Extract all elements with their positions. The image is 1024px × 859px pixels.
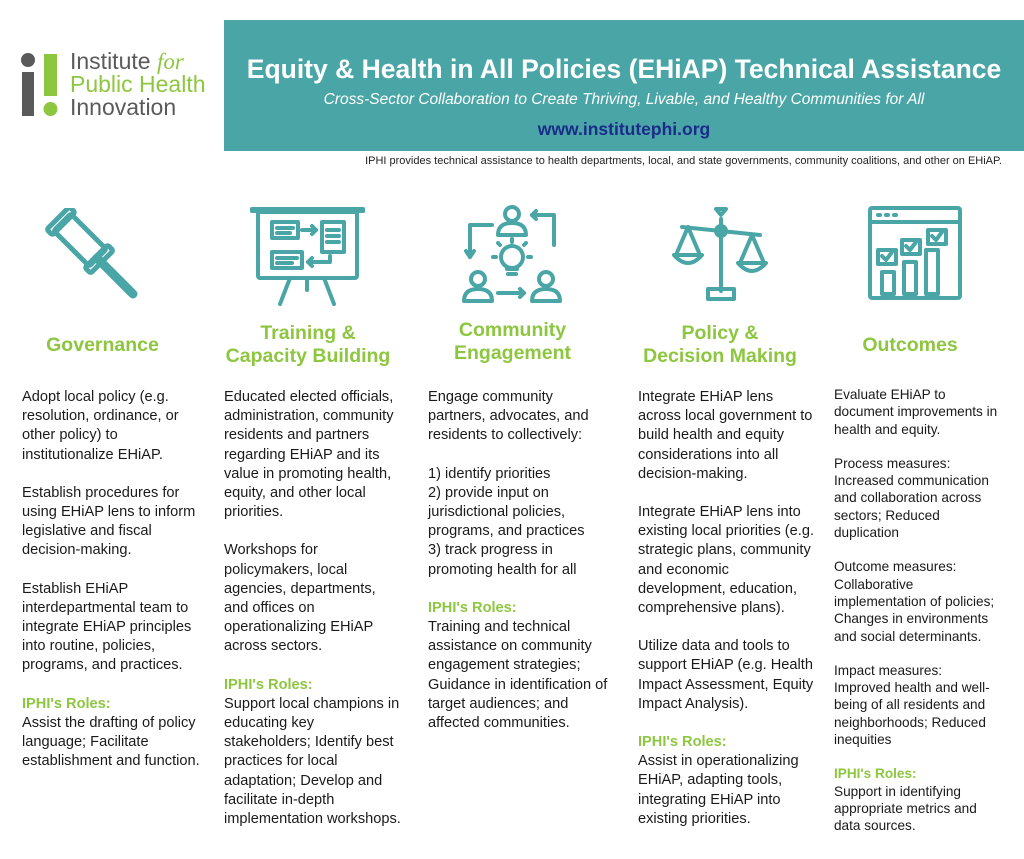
training-title-line1: Training & (260, 322, 356, 344)
outcomes-outcome: Collaborative implementation of policies; Changes in environments and social determinants. (834, 576, 995, 644)
outcomes-impact-label: Impact measures: (834, 662, 943, 678)
logo-for: for (156, 49, 184, 74)
outcomes-roles-label: IPHI's Roles: (834, 766, 917, 782)
policy-p1: Integrate EHiAP lens across local government to build health and equity considerations into all decision-making. (638, 389, 813, 482)
governance-p3: Establish EHiAP interdepartmental team to integrate EHiAP principles into routine, policies, programs, and practices. (22, 580, 192, 674)
intro-text: IPHI provides technical assistance to health departments, local, and state governments, community coalitions, and other on EHiAP. (365, 155, 1002, 167)
governance-roles: Assist the drafting of policy language; Facilitate establishment and function. (22, 714, 200, 770)
community-title (425, 319, 600, 365)
training-p2: Workshops for policymakers, local agencies, departments, and offices on operationalizing EHiAP across sectors. (224, 542, 376, 655)
policy-roles: Assist in operationalizing EHiAP, adapting tools, integrating EHiAP into existing priorities. (638, 753, 799, 827)
community-title-line1: Community (458, 319, 567, 341)
outcomes-body (834, 386, 1006, 835)
community-engagement-icon (462, 205, 562, 305)
outcomes-title (830, 334, 990, 357)
outcomes-p1: Evaluate EHiAP to document improvements in health and equity. (834, 387, 998, 437)
outcomes-impact: Improved health and well-being of all residents and neighborhoods; Reduced inequities (834, 680, 990, 748)
governance-title (20, 334, 185, 357)
iphi-logo (18, 50, 218, 120)
policy-roles-label: IPHI's Roles: (638, 734, 727, 751)
training-roles-label: IPHI's Roles: (224, 676, 313, 693)
community-item-1: 1) identify priorities (428, 465, 551, 482)
outcomes-process: Increased communication and collaboration across sectors; Reduced duplication (834, 473, 989, 541)
governance-p2: Establish procedures for using EHiAP lens to inform legislative and fiscal decision-making. (22, 484, 196, 559)
outcomes-roles: Support in identifying appropriate metrics and data sources. (834, 783, 977, 834)
policy-p2: Integrate EHiAP lens into existing local priorities (e.g. strategic plans, community and economic development, education, comprehensive plans). (638, 504, 815, 617)
page-subtitle: Cross-Sector Collaboration to Create Thriving, Livable, and Healthy Communities for All (323, 91, 925, 108)
training-roles: Support local champions in educating key stakeholders; Identify best practices for local adaptation; Develop and facilitate in-depth implementation workshops. (224, 695, 401, 828)
governance-p1: Adopt local policy (e.g. resolution, ordinance, or other policy) to institutionalize EHiAP. (22, 389, 179, 463)
community-title-line2: Engagement (453, 342, 572, 364)
community-body (428, 388, 610, 733)
governance-roles-label: IPHI's Roles: (22, 695, 111, 712)
website-link[interactable]: www.institutephi.org (537, 119, 711, 139)
policy-title (630, 322, 810, 368)
header-banner (224, 20, 1024, 151)
outcomes-title-line: Outcomes (862, 334, 958, 356)
community-roles-label: IPHI's Roles: (428, 599, 517, 616)
policy-p3: Utilize data and tools to support EHiAP (e.g. Health Impact Assessment, Equity Impact Analysis). (638, 638, 814, 712)
logo-line2: Public Health (70, 71, 206, 97)
training-body (224, 388, 404, 829)
scales-icon (672, 205, 770, 303)
governance-body (22, 388, 202, 771)
outcomes-process-label: Process measures: (834, 455, 951, 471)
logo-mark-icon (18, 52, 62, 118)
outcomes-outcome-label: Outcome measures: (834, 559, 957, 575)
gavel-icon (45, 208, 140, 300)
presentation-board-icon (250, 200, 365, 308)
training-p1: Educated elected officials, administration, community residents and partners regarding EHiAP and its value in promoting health, equity, and other local priorities. (224, 389, 394, 521)
policy-body (638, 388, 816, 829)
outcomes-chart-icon (866, 206, 964, 302)
community-item-3: 3) track progress in promoting health for all (428, 542, 577, 578)
community-roles: Training and technical assistance on community engagement strategies; Guidance in identification of target audiences; and affected communities. (428, 619, 608, 732)
logo-text (70, 50, 206, 119)
logo-line1: Institute (70, 48, 151, 74)
training-title (218, 322, 398, 368)
policy-title-line1: Policy & (681, 322, 759, 344)
community-p1: Engage community partners, advocates, and residents to collectively: (428, 389, 589, 444)
policy-title-line2: Decision Making (643, 345, 797, 367)
training-title-line2: Capacity Building (225, 345, 391, 367)
community-item-2: 2) provide input on jurisdictional policies, programs, and practices (428, 484, 585, 540)
page-title: Equity & Health in All Policies (EHiAP) Technical Assistance (246, 54, 1002, 84)
governance-title-line: Governance (46, 334, 159, 356)
logo-line3: Innovation (70, 94, 177, 120)
